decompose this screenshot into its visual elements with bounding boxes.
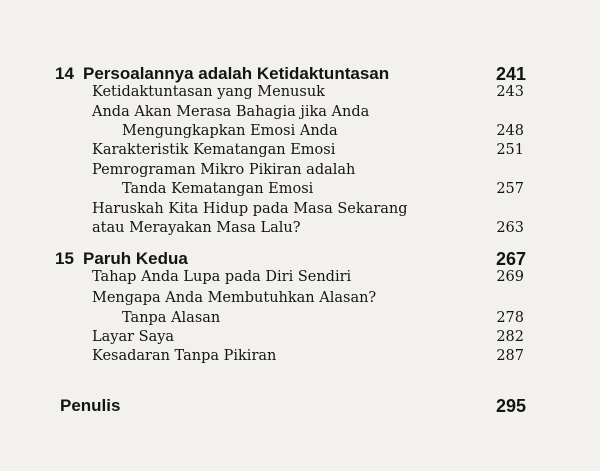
author-section-page-number: 295 <box>495 396 526 416</box>
entry-page-number: 257 <box>496 181 524 197</box>
entry-title-line-1: Haruskah Kita Hidup pada Masa Sekarang <box>92 201 408 217</box>
entry-title: Kesadaran Tanpa Pikiran <box>92 348 277 364</box>
author-section-title: Penulis <box>60 396 121 415</box>
entry-page-number: 287 <box>496 348 524 364</box>
entry-page-number: 263 <box>496 220 524 236</box>
chapter-page-number: 241 <box>495 64 526 84</box>
entry-page-number: 278 <box>496 310 524 326</box>
entry-title: Ketidaktuntasan yang Menusuk <box>92 84 325 100</box>
entry-page-number: 248 <box>496 123 524 139</box>
chapter-title: Persoalannya adalah Ketidaktuntasan <box>83 64 390 83</box>
entry-title-line-2: atau Merayakan Masa Lalu? <box>92 220 301 236</box>
entry-title-line-2: Mengungkapkan Emosi Anda <box>122 123 338 139</box>
entry-page-number: 251 <box>496 142 524 158</box>
entry-title-line-2: Tanda Kematangan Emosi <box>122 181 314 197</box>
entry-page-number: 243 <box>496 84 524 100</box>
chapter-page-number: 267 <box>495 249 526 269</box>
toc-entry <box>0 344 600 368</box>
chapter-title: Paruh Kedua <box>83 249 188 268</box>
entry-page-number: 269 <box>496 269 524 285</box>
entry-page-number: 282 <box>496 329 524 345</box>
entry-title: Tahap Anda Lupa pada Diri Sendiri <box>92 269 352 285</box>
chapter-number: 14 <box>55 64 74 83</box>
entry-title: Karakteristik Kematangan Emosi <box>92 142 336 158</box>
entry-title-line-2: Tanpa Alasan <box>122 310 221 326</box>
entry-title-line-1: Anda Akan Merasa Bahagia jika Anda <box>92 104 370 120</box>
entry-title-line-1: Pemrograman Mikro Pikiran adalah <box>92 162 356 178</box>
author-section-heading <box>0 394 600 418</box>
entry-title: Layar Saya <box>92 329 175 345</box>
entry-title-line-1: Mengapa Anda Membutuhkan Alasan? <box>92 290 377 306</box>
chapter-number: 15 <box>55 249 74 268</box>
toc-entry-continued <box>0 216 600 240</box>
